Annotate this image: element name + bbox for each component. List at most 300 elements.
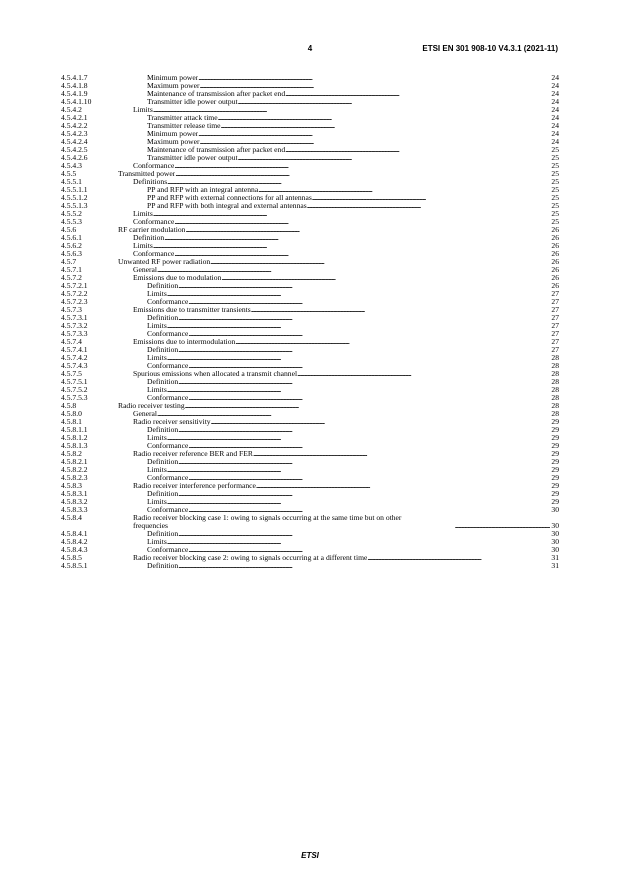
toc-entry[interactable] — [61, 458, 559, 466]
toc-entry[interactable] — [61, 314, 559, 322]
toc-entry-number: 4.5.8.2.1 — [61, 457, 88, 466]
toc-entry-title: Radio receiver sensitivity — [133, 418, 211, 426]
toc-entry[interactable] — [61, 362, 559, 370]
toc-entry-page: 27 — [551, 297, 559, 306]
toc-leader-dots — [455, 522, 551, 530]
toc-entry-page: 30 — [551, 537, 559, 546]
toc-entry[interactable] — [61, 562, 559, 570]
toc-entry-number: 4.5.4.2.5 — [61, 145, 88, 154]
toc-entry-page: 28 — [551, 393, 559, 402]
toc-entry-title: Limits — [133, 242, 153, 250]
toc-entry-number: 4.5.4.1.7 — [61, 73, 88, 82]
toc-entry-title: Definition — [147, 562, 179, 570]
toc-entry-page: 24 — [551, 121, 559, 130]
toc-entry-title: Radio receiver interference performance — [133, 482, 256, 490]
toc-entry-page: 27 — [551, 321, 559, 330]
toc-entry-number: 4.5.4.1.8 — [61, 81, 88, 90]
toc-entry-page: 27 — [551, 329, 559, 338]
toc-entry-page: 27 — [551, 289, 559, 298]
toc-entry-page: 29 — [551, 473, 559, 482]
toc-entry-title: Definition — [147, 530, 179, 538]
toc-leader-dots — [210, 258, 550, 266]
toc-leader-dots — [188, 330, 550, 338]
toc-entry-title: Maximum power — [147, 82, 200, 90]
toc-entry-title: Definitions — [133, 178, 168, 186]
toc-entry-title: Radio receiver blocking case 2: owing to signals occurring at a different time — [133, 554, 368, 562]
toc-entry-number: 4.5.7.4 — [61, 337, 82, 346]
toc-entry-number: 4.5.5.2 — [61, 209, 82, 218]
toc-leader-dots — [178, 378, 550, 386]
toc-leader-dots — [367, 554, 550, 562]
toc-entry-page: 31 — [551, 561, 559, 570]
toc-entry-page: 25 — [551, 177, 559, 186]
toc-entry-title: Definition — [147, 458, 179, 466]
toc-entry-number: 4.5.7.2 — [61, 273, 82, 282]
toc-entry-title: Conformance — [147, 362, 189, 370]
toc-entry-page: 29 — [551, 441, 559, 450]
toc-entry-title: Maximum power — [147, 138, 200, 146]
toc-entry[interactable] — [61, 282, 559, 290]
toc-entry[interactable] — [61, 466, 559, 474]
toc-entry-title: Maintenance of transmission after packet end — [147, 90, 286, 98]
toc-entry-title: Transmitter idle power output — [147, 98, 238, 106]
toc-entry-title: Limits — [147, 386, 167, 394]
toc-leader-dots — [258, 186, 550, 194]
toc-entry[interactable] — [61, 226, 559, 234]
toc-entry-page: 28 — [551, 377, 559, 386]
toc-entry-number: 4.5.8.4.1 — [61, 529, 88, 538]
toc-entry-number: 4.5.7.3.2 — [61, 321, 88, 330]
toc-entry-number: 4.5.8.4 — [61, 513, 82, 522]
toc-leader-dots — [178, 458, 550, 466]
toc-entry-title: RF carrier modulation — [118, 226, 186, 234]
toc-leader-dots — [167, 538, 551, 546]
toc-entry-number: 4.5.7.2.2 — [61, 289, 88, 298]
toc-leader-dots — [188, 546, 550, 554]
toc-entry[interactable] — [61, 498, 559, 506]
toc-entry-page: 24 — [551, 81, 559, 90]
toc-entry-title-continued: frequencies — [133, 522, 168, 530]
toc-entry-page: 25 — [551, 209, 559, 218]
toc-leader-dots — [238, 98, 551, 106]
toc-entry-title: Unwanted RF power radiation — [118, 258, 211, 266]
toc-entry[interactable] — [61, 426, 559, 434]
toc-entry[interactable] — [61, 274, 559, 282]
toc-entry[interactable] — [61, 258, 559, 266]
toc-leader-dots — [157, 266, 550, 274]
toc-entry-number: 4.5.7.5 — [61, 369, 82, 378]
toc-entry[interactable] — [61, 322, 559, 330]
toc-entry-title: Emissions due to transmitter transients — [133, 306, 251, 314]
toc-entry[interactable] — [61, 210, 559, 218]
toc-entry-title: Limits — [133, 210, 153, 218]
toc-entry-page: 24 — [551, 105, 559, 114]
toc-entry-page: 26 — [551, 225, 559, 234]
toc-leader-dots — [185, 226, 550, 234]
toc-entry-page: 29 — [551, 465, 559, 474]
toc-entry-page: 24 — [551, 137, 559, 146]
toc-entry-number: 4.5.8.2 — [61, 449, 82, 458]
toc-entry-number: 4.5.5.1.2 — [61, 193, 88, 202]
toc-entry-number: 4.5.8.3.2 — [61, 497, 88, 506]
toc-entry-page: 26 — [551, 233, 559, 242]
toc-entry-title: Emissions due to modulation — [133, 274, 222, 282]
toc-entry-title: Definition — [147, 314, 179, 322]
toc-entry-title: Transmitted power — [118, 170, 176, 178]
toc-entry[interactable] — [61, 90, 559, 98]
toc-entry-number: 4.5.7 — [61, 257, 77, 266]
toc-leader-dots — [238, 154, 551, 162]
toc-entry-title: General — [133, 410, 158, 418]
toc-leader-dots — [285, 90, 550, 98]
toc-entry-number: 4.5.6.2 — [61, 241, 82, 250]
toc-entry-title: Definition — [147, 346, 179, 354]
toc-entry-page: 24 — [551, 113, 559, 122]
toc-entry-number: 4.5.8.3 — [61, 481, 82, 490]
toc-leader-dots — [174, 162, 550, 170]
toc-entry-number: 4.5.8.1.1 — [61, 425, 88, 434]
toc-leader-dots — [188, 442, 550, 450]
toc-entry-title: Transmitter attack time — [147, 114, 218, 122]
toc-entry[interactable] — [61, 338, 559, 346]
toc-entry[interactable] — [61, 138, 559, 146]
toc-entry[interactable] — [61, 186, 559, 194]
toc-entry[interactable] — [61, 170, 559, 178]
toc-leader-dots — [253, 450, 550, 458]
toc-entry-page: 25 — [551, 185, 559, 194]
toc-entry-page: 29 — [551, 457, 559, 466]
toc-entry-title: Spurious emissions when allocated a transmit channel — [133, 370, 298, 378]
toc-leader-dots — [188, 474, 550, 482]
toc-entry[interactable] — [61, 98, 559, 106]
toc-leader-dots — [157, 410, 550, 418]
toc-entry-title: Minimum power — [147, 74, 199, 82]
toc-entry-page: 27 — [551, 345, 559, 354]
toc-entry-page: 27 — [551, 313, 559, 322]
toc-entry-title: PP and RFP with both integral and external antennas — [147, 202, 307, 210]
toc-entry-page: 26 — [551, 281, 559, 290]
toc-entry[interactable] — [61, 378, 559, 386]
toc-entry-page: 24 — [551, 89, 559, 98]
table-of-contents — [61, 74, 559, 570]
toc-entry-number: 4.5.7.5.2 — [61, 385, 88, 394]
toc-entry[interactable] — [61, 162, 559, 170]
toc-leader-dots — [221, 122, 551, 130]
toc-leader-dots — [167, 434, 551, 442]
toc-entry-title: Radio receiver reference BER and FER — [133, 450, 253, 458]
toc-entry-title: Minimum power — [147, 130, 199, 138]
toc-entry[interactable] — [61, 106, 559, 114]
toc-entry-number: 4.5.8.1.2 — [61, 433, 88, 442]
toc-entry-number: 4.5.7.4.3 — [61, 361, 88, 370]
toc-leader-dots — [178, 562, 550, 570]
toc-leader-dots — [200, 82, 551, 90]
toc-entry-title: Definition — [147, 426, 179, 434]
toc-entry-page: 25 — [551, 161, 559, 170]
toc-entry-page: 29 — [551, 425, 559, 434]
toc-entry-page: 25 — [551, 201, 559, 210]
toc-entry-page: 24 — [551, 129, 559, 138]
toc-entry-page: 28 — [551, 353, 559, 362]
toc-entry-number: 4.5.4.2.2 — [61, 121, 88, 130]
toc-entry-number: 4.5.8.0 — [61, 409, 82, 418]
toc-entry-page: 27 — [551, 305, 559, 314]
toc-entry[interactable] — [61, 386, 559, 394]
toc-leader-dots — [167, 290, 551, 298]
toc-entry-page: 27 — [551, 337, 559, 346]
toc-entry-number: 4.5.8.1.3 — [61, 441, 88, 450]
toc-leader-dots — [188, 394, 550, 402]
toc-leader-dots — [198, 130, 550, 138]
toc-entry-page: 25 — [551, 169, 559, 178]
toc-leader-dots — [153, 210, 551, 218]
toc-entry-number: 4.5.7.5.3 — [61, 393, 88, 402]
toc-entry-page: 26 — [551, 257, 559, 266]
toc-entry-title: Limits — [147, 290, 167, 298]
toc-entry-number: 4.5.4.1.10 — [61, 97, 92, 106]
toc-entry-page: 28 — [551, 401, 559, 410]
toc-entry-number: 4.5.8.1 — [61, 417, 82, 426]
toc-entry-number: 4.5.6.3 — [61, 249, 82, 258]
toc-leader-dots — [297, 370, 550, 378]
toc-entry-title: Definition — [147, 282, 179, 290]
toc-entry-title: Transmitter release time — [147, 122, 221, 130]
toc-entry-title: Conformance — [133, 218, 175, 226]
toc-leader-dots — [198, 74, 550, 82]
toc-leader-dots — [178, 346, 550, 354]
toc-leader-dots — [188, 298, 550, 306]
toc-entry[interactable] — [61, 530, 559, 538]
toc-leader-dots — [167, 178, 550, 186]
toc-entry-number: 4.5.7.2.3 — [61, 297, 88, 306]
toc-entry-page: 24 — [551, 97, 559, 106]
toc-leader-dots — [164, 234, 550, 242]
toc-leader-dots — [175, 170, 550, 178]
toc-entry[interactable] — [61, 178, 559, 186]
toc-entry-page: 28 — [551, 385, 559, 394]
toc-leader-dots — [167, 498, 551, 506]
toc-entry-number: 4.5.8.4.3 — [61, 545, 88, 554]
toc-entry-title: PP and RFP with an integral antenna — [147, 186, 259, 194]
toc-entry-title: Definition — [147, 490, 179, 498]
toc-entry-page: 29 — [551, 481, 559, 490]
toc-leader-dots — [167, 466, 551, 474]
toc-entry-number: 4.5.4.2.1 — [61, 113, 88, 122]
toc-entry-page: 28 — [551, 369, 559, 378]
toc-entry-page: 24 — [551, 73, 559, 82]
toc-leader-dots — [251, 306, 551, 314]
toc-entry-number: 4.5.5.1 — [61, 177, 82, 186]
toc-entry-page: 26 — [551, 249, 559, 258]
toc-entry-page: 29 — [551, 433, 559, 442]
toc-entry[interactable] — [61, 554, 559, 562]
toc-entry-title: Conformance — [147, 394, 189, 402]
toc-leader-dots — [221, 274, 550, 282]
toc-entry-title: Limits — [147, 354, 167, 362]
toc-leader-dots — [218, 114, 551, 122]
toc-entry-number: 4.5.4.2.3 — [61, 129, 88, 138]
toc-entry-number: 4.5.8.4.2 — [61, 537, 88, 546]
toc-entry-number: 4.5.4.2 — [61, 105, 82, 114]
toc-entry[interactable] — [61, 514, 559, 530]
toc-entry-page: 30 — [551, 545, 559, 554]
toc-entry-number: 4.5.4.2.6 — [61, 153, 88, 162]
toc-entry-title: Conformance — [147, 442, 189, 450]
toc-entry-title: Conformance — [147, 474, 189, 482]
toc-entry[interactable] — [61, 266, 559, 274]
page-number: 4 — [307, 44, 313, 53]
toc-entry-title: Conformance — [147, 298, 189, 306]
toc-entry-title: PP and RFP with external connections for all antennas — [147, 194, 312, 202]
toc-entry-title: Limits — [147, 538, 167, 546]
toc-leader-dots — [167, 354, 551, 362]
toc-entry-number: 4.5.7.4.1 — [61, 345, 88, 354]
toc-entry[interactable] — [61, 474, 559, 482]
toc-leader-dots — [235, 338, 550, 346]
toc-entry-title: Conformance — [147, 330, 189, 338]
toc-entry-number: 4.5.7.2.1 — [61, 281, 88, 290]
toc-entry[interactable] — [61, 194, 559, 202]
toc-entry-page: 30 — [551, 505, 559, 514]
toc-entry[interactable] — [61, 410, 559, 418]
toc-leader-dots — [307, 202, 551, 210]
toc-entry[interactable] — [61, 354, 559, 362]
toc-entry[interactable] — [61, 290, 559, 298]
toc-entry-title: Transmitter idle power output — [147, 154, 238, 162]
toc-entry-number: 4.5.5 — [61, 169, 77, 178]
toc-entry-title: Radio receiver testing — [118, 402, 185, 410]
toc-entry[interactable] — [61, 394, 559, 402]
toc-entry[interactable] — [61, 402, 559, 410]
toc-entry-title: General — [133, 266, 158, 274]
toc-leader-dots — [174, 218, 550, 226]
toc-leader-dots — [178, 282, 550, 290]
toc-entry[interactable] — [61, 490, 559, 498]
toc-entry-title: Emissions due to intermodulation — [133, 338, 236, 346]
toc-entry[interactable] — [61, 202, 559, 210]
toc-entry-number: 4.5.8.2.2 — [61, 465, 88, 474]
toc-leader-dots — [153, 242, 551, 250]
toc-leader-dots — [200, 138, 551, 146]
toc-leader-dots — [167, 322, 551, 330]
toc-entry[interactable] — [61, 122, 559, 130]
toc-entry[interactable] — [61, 306, 559, 314]
toc-entry-page: 25 — [551, 153, 559, 162]
toc-entry-title: Maintenance of transmission after packet end — [147, 146, 286, 154]
toc-entry-page: 30 — [551, 521, 559, 530]
toc-entry-page: 30 — [551, 529, 559, 538]
toc-entry[interactable] — [61, 450, 559, 458]
toc-entry-title: Definition — [133, 234, 165, 242]
toc-entry[interactable] — [61, 154, 559, 162]
toc-entry-page: 29 — [551, 497, 559, 506]
toc-entry-title: Limits — [147, 322, 167, 330]
toc-entry-page: 26 — [551, 265, 559, 274]
toc-entry-number: 4.5.6.1 — [61, 233, 82, 242]
toc-entry-number: 4.5.7.5.1 — [61, 377, 88, 386]
toc-entry[interactable] — [61, 82, 559, 90]
toc-entry-title: Conformance — [133, 162, 175, 170]
toc-entry[interactable] — [61, 74, 559, 82]
toc-entry[interactable] — [61, 546, 559, 554]
toc-entry-page: 25 — [551, 193, 559, 202]
toc-entry-number: 4.5.8 — [61, 401, 77, 410]
toc-entry[interactable] — [61, 330, 559, 338]
toc-leader-dots — [178, 490, 550, 498]
toc-entry-page: 28 — [551, 361, 559, 370]
toc-entry-page: 31 — [551, 553, 559, 562]
toc-leader-dots — [256, 482, 551, 490]
toc-entry[interactable] — [61, 298, 559, 306]
toc-entry[interactable] — [61, 114, 559, 122]
toc-entry-number: 4.5.8.3.1 — [61, 489, 88, 498]
toc-leader-dots — [178, 314, 550, 322]
toc-leader-dots — [312, 194, 551, 202]
toc-entry-title: Limits — [147, 434, 167, 442]
toc-entry[interactable] — [61, 434, 559, 442]
toc-entry-title: Conformance — [147, 506, 189, 514]
toc-leader-dots — [153, 106, 551, 114]
toc-leader-dots — [178, 426, 550, 434]
toc-entry-title: Limits — [147, 466, 167, 474]
toc-entry-number: 4.5.7.3 — [61, 305, 82, 314]
toc-entry-page: 25 — [551, 145, 559, 154]
toc-entry-page: 29 — [551, 489, 559, 498]
toc-entry[interactable] — [61, 370, 559, 378]
toc-leader-dots — [174, 250, 550, 258]
toc-leader-dots — [211, 418, 551, 426]
toc-entry-title: Conformance — [147, 546, 189, 554]
toc-leader-dots — [188, 362, 550, 370]
toc-entry-number: 4.5.5.1.3 — [61, 201, 88, 210]
toc-entry-number: 4.5.4.1.9 — [61, 89, 88, 98]
toc-entry-title: Limits — [147, 498, 167, 506]
toc-entry[interactable] — [61, 346, 559, 354]
toc-entry-title: Radio receiver blocking case 1: owing to signals occurring at the same time but on other — [133, 513, 402, 522]
toc-entry-number: 4.5.6 — [61, 225, 77, 234]
toc-entry[interactable] — [61, 442, 559, 450]
toc-entry[interactable] — [61, 130, 559, 138]
toc-entry[interactable] — [61, 242, 559, 250]
toc-leader-dots — [178, 530, 550, 538]
toc-entry-number: 4.5.8.2.3 — [61, 473, 88, 482]
toc-entry[interactable] — [61, 538, 559, 546]
toc-entry-number: 4.5.5.3 — [61, 217, 82, 226]
toc-entry[interactable] — [61, 482, 559, 490]
toc-entry-title: Definition — [147, 378, 179, 386]
footer-etsi-label: ETSI — [301, 851, 319, 860]
toc-entry-page: 29 — [551, 417, 559, 426]
toc-entry-title: Limits — [133, 106, 153, 114]
toc-entry-page: 26 — [551, 241, 559, 250]
toc-leader-dots — [185, 402, 551, 410]
toc-entry[interactable] — [61, 218, 559, 226]
toc-entry-number: 4.5.5.1.1 — [61, 185, 88, 194]
toc-entry[interactable] — [61, 234, 559, 242]
toc-entry[interactable] — [61, 146, 559, 154]
toc-entry-page: 29 — [551, 449, 559, 458]
toc-entry-page: 25 — [551, 217, 559, 226]
toc-entry-title: Conformance — [133, 250, 175, 258]
toc-entry-number: 4.5.8.3.3 — [61, 505, 88, 514]
toc-entry-number: 4.5.7.1 — [61, 265, 82, 274]
toc-entry-number: 4.5.4.2.4 — [61, 137, 88, 146]
toc-leader-dots — [285, 146, 550, 154]
toc-entry-number: 4.5.8.5.1 — [61, 561, 88, 570]
toc-entry-number: 4.5.8.5 — [61, 553, 82, 562]
toc-entry[interactable] — [61, 418, 559, 426]
toc-entry[interactable] — [61, 250, 559, 258]
